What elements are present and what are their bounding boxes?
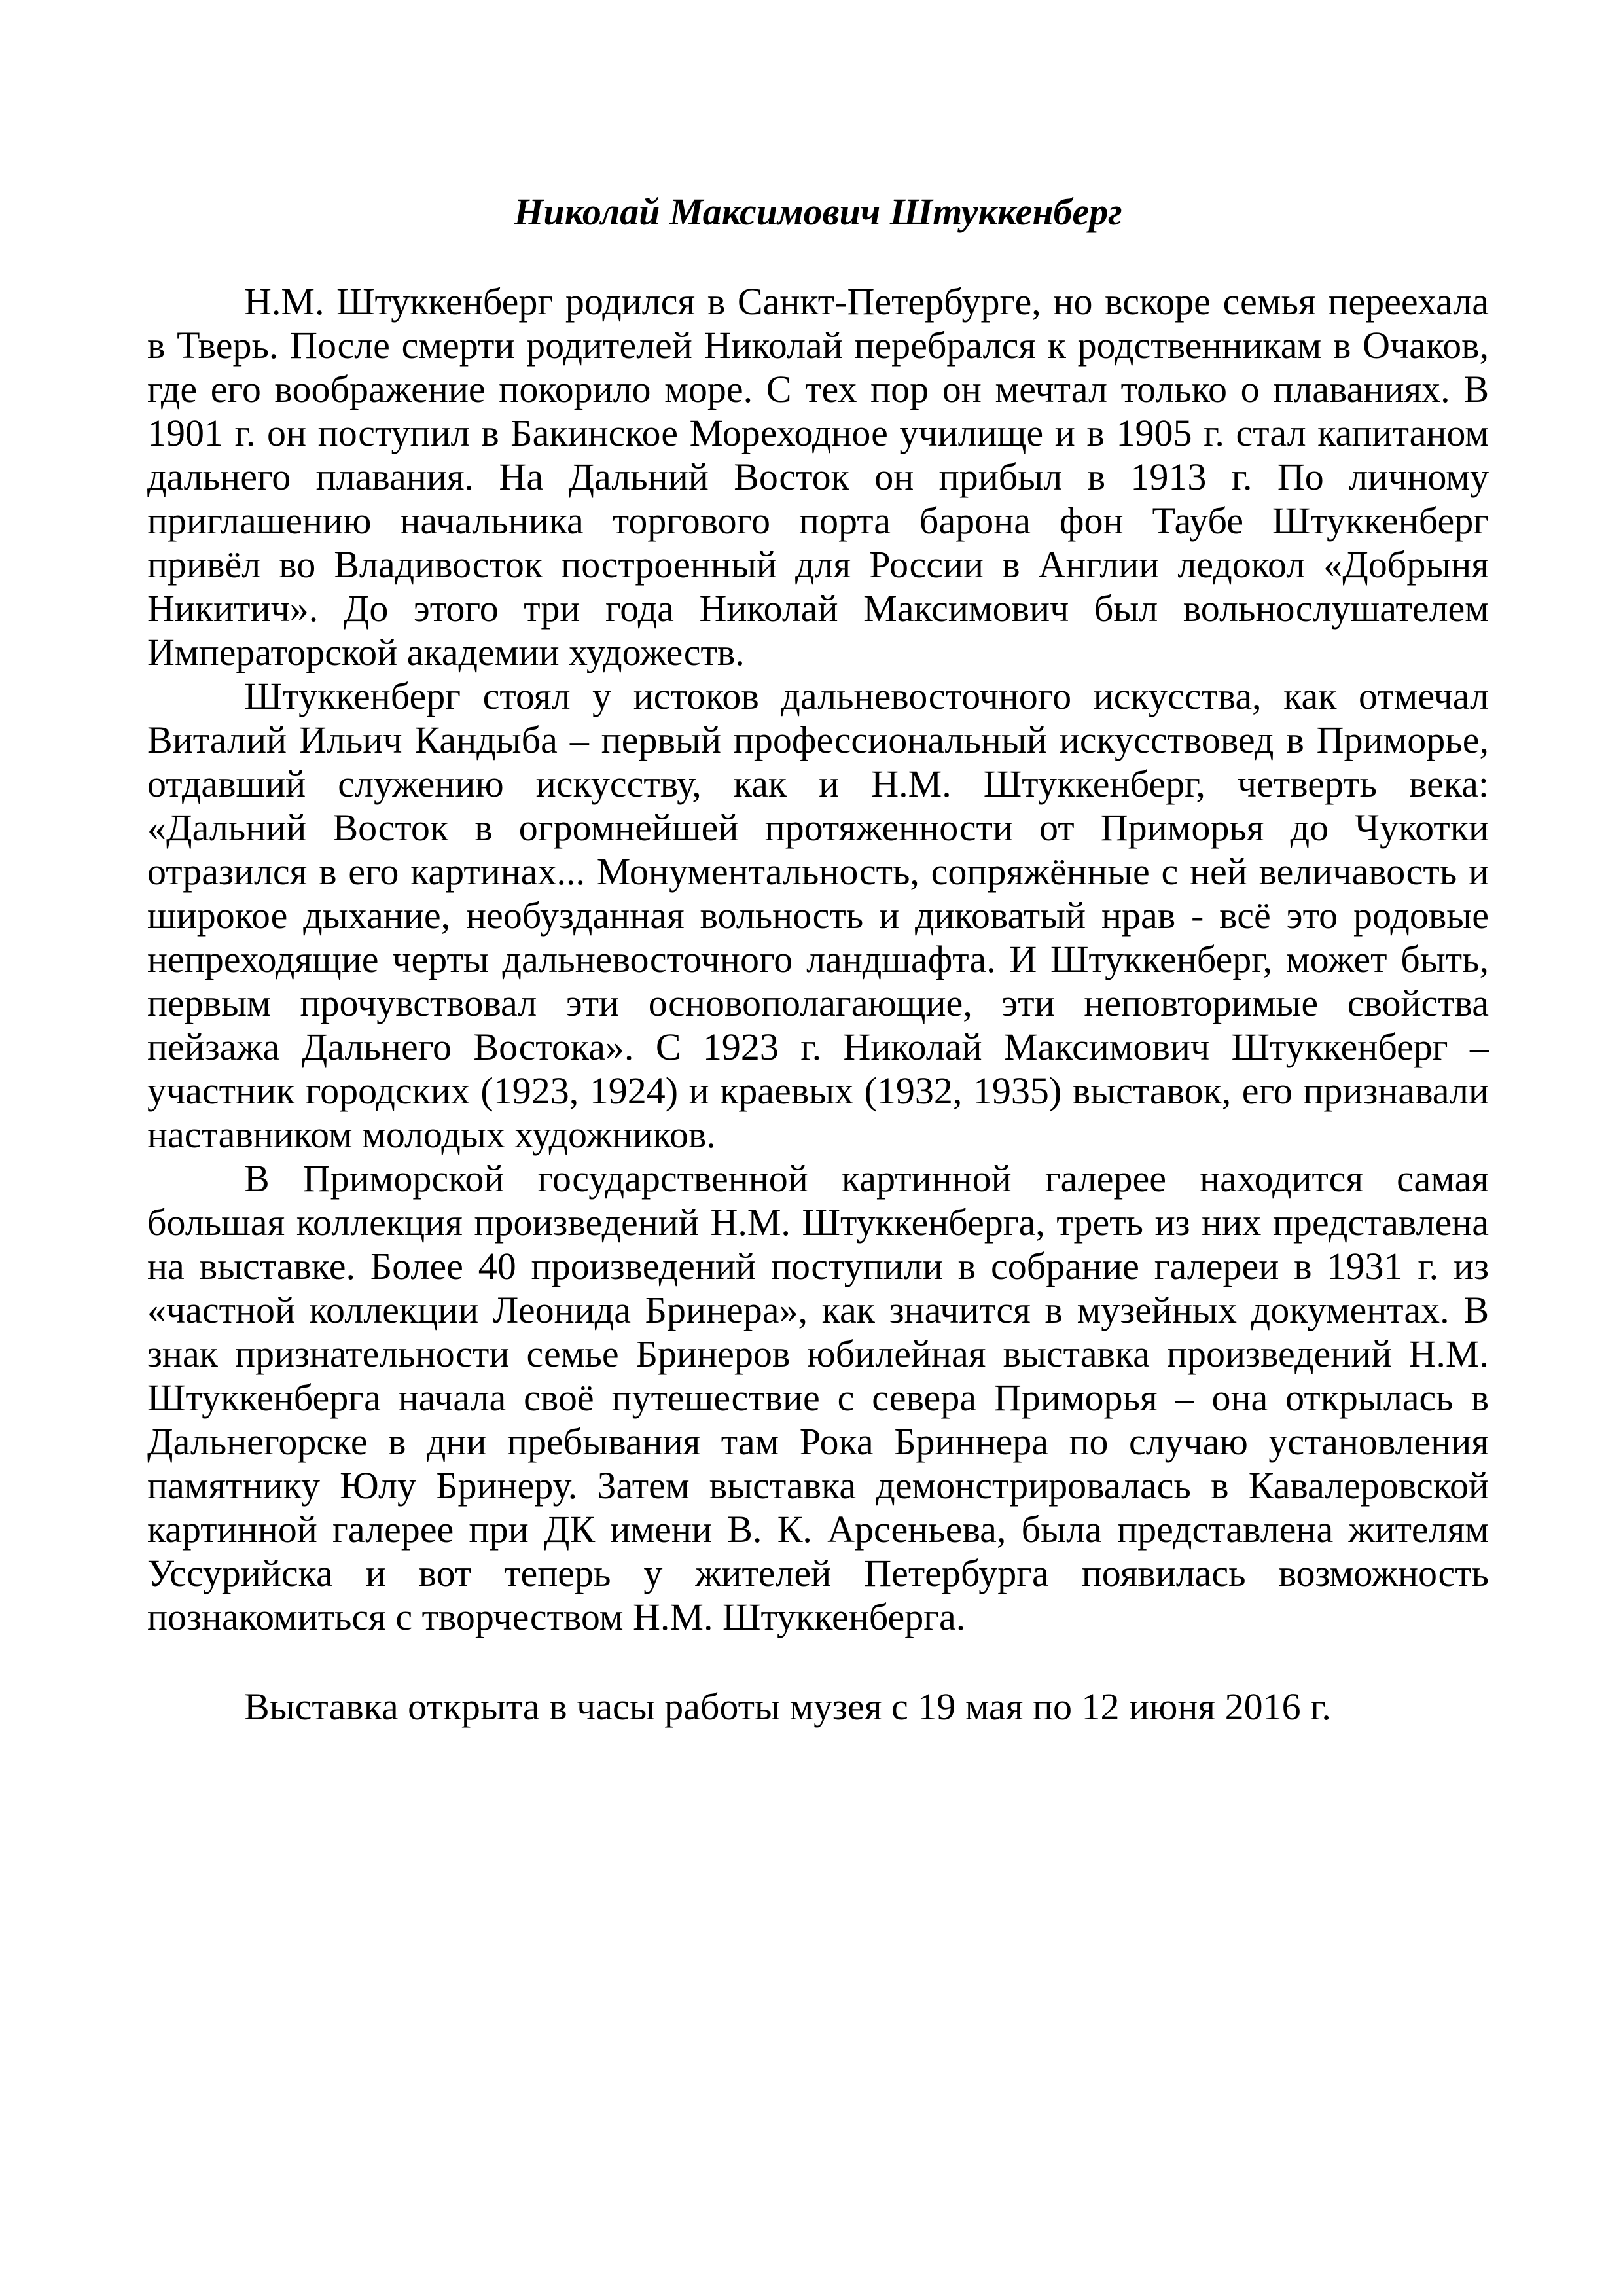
text-line: в Тверь. После смерти родителей Николай перебрался к родственникам в Очаков, (147, 324, 1489, 367)
text-line: Виталий Ильич Кандыба – первый профессиональный искусствовед в Приморье, (147, 719, 1489, 761)
paragraph (147, 1157, 1489, 1639)
paragraph (147, 674, 1489, 1157)
closing-text: Выставка открыта в часы работы музея с 19 мая по 12 июня 2016 г. (244, 1685, 1331, 1728)
text-line: пейзажа Дальнего Востока». С 1923 г. Николай Максимович Штуккенберг – (147, 1026, 1489, 1068)
text-line: познакомиться с творчеством Н.М. Штуккенберга. (147, 1596, 966, 1638)
paragraph (147, 279, 1489, 674)
text-line: Штуккенберг стоял у истоков дальневосточного искусства, как отмечал (244, 675, 1489, 717)
text-line: дальнего плавания. На Дальний Восток он прибыл в 1913 г. По личному (147, 456, 1489, 498)
text-line: Дальнегорске в дни пребывания там Рока Бриннера по случаю установления (147, 1420, 1489, 1463)
text-line: 1901 г. он поступил в Бакинское Мореходное училище и в 1905 г. стал капитаном (147, 412, 1489, 454)
text-line: наставником молодых художников. (147, 1113, 716, 1156)
text-line: Никитич». До этого три года Николай Максимович был вольнослушателем (147, 587, 1489, 630)
text-line: В Приморской государственной картинной галерее находится самая (244, 1157, 1489, 1200)
text-line: большая коллекция произведений Н.М. Штуккенберга, треть из них представлена (147, 1201, 1489, 1244)
text-line: участник городских (1923, 1924) и краевых (1932, 1935) выставок, его признавали (147, 1069, 1489, 1112)
text-line: приглашению начальника торгового порта барона фон Таубе Штуккенберг (147, 499, 1489, 542)
text-line: Уссурийска и вот теперь у жителей Петербурга появилась возможность (147, 1552, 1489, 1594)
document-body (147, 279, 1489, 1639)
text-line: отдавший служению искусству, как и Н.М. Штуккенберг, четверть века: (147, 762, 1489, 805)
text-line: непреходящие черты дальневосточного ландшафта. И Штуккенберг, может быть, (147, 938, 1489, 980)
text-line: первым прочувствовал эти основополагающие, эти неповторимые свойства (147, 982, 1489, 1024)
text-line: «частной коллекции Леонида Бринера», как значится в музейных документах. В (147, 1289, 1489, 1331)
text-line: картинной галерее при ДК имени В. К. Арсеньева, была представлена жителям (147, 1508, 1489, 1551)
text-line: памятнику Юлу Бринеру. Затем выставка демонстрировалась в Кавалеровской (147, 1464, 1489, 1507)
text-line: знак признательности семье Бринеров юбилейная выставка произведений Н.М. (147, 1333, 1489, 1375)
text-line: Штуккенберга начала своё путешествие с севера Приморья – она открылась в (147, 1376, 1489, 1419)
document-title: Николай Максимович Штуккенберг (514, 190, 1122, 233)
text-line: Н.М. Штуккенберг родился в Санкт-Петербурге, но вскоре семья переехала (244, 280, 1489, 323)
text-line: где его воображение покорило море. С тех пор он мечтал только о плаваниях. В (147, 368, 1489, 410)
text-line: Императорской академии художеств. (147, 631, 745, 673)
text-line: «Дальний Восток в огромнейшей протяженности от Приморья до Чукотки (147, 806, 1489, 849)
text-line: привёл во Владивосток построенный для России в Англии ледокол «Добрыня (147, 543, 1489, 586)
closing-line (147, 1685, 1489, 1729)
text-line: широкое дыхание, необузданная вольность и диковатый нрав - всё это родовые (147, 894, 1489, 937)
text-line: на выставке. Более 40 произведений поступили в собрание галереи в 1931 г. из (147, 1245, 1489, 1287)
text-line: отразился в его картинах... Монументальность, сопряжённые с ней величавость и (147, 850, 1489, 893)
